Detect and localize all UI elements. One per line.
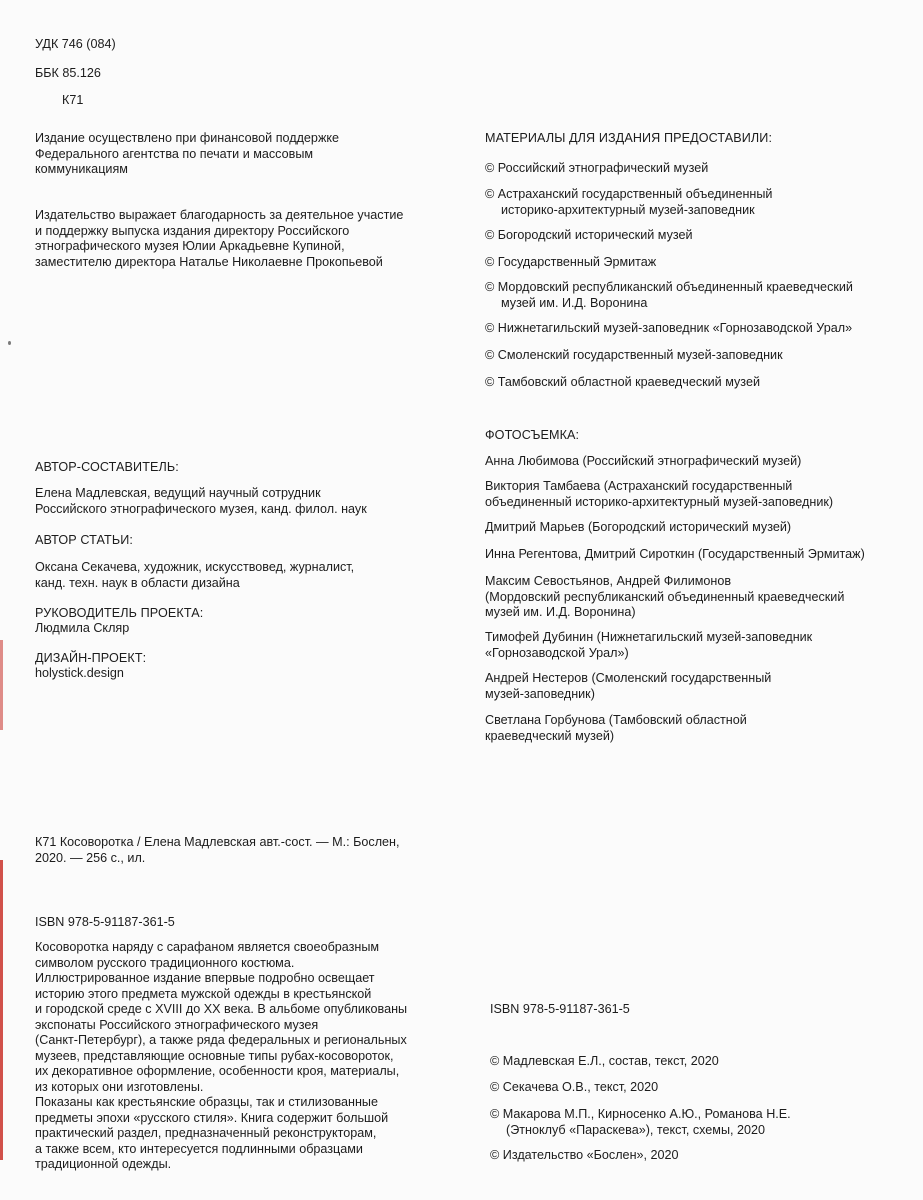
annotation-line: историю этого предмета мужской одежды в крестьянской	[35, 986, 372, 1001]
copyright-item	[490, 1148, 679, 1164]
isbn-catalog: ISBN 978-5-91187-361-5	[35, 915, 175, 929]
photography-heading: ФОТОСЪЕМКА:	[485, 428, 580, 442]
compiler-text	[35, 486, 367, 517]
materials-item	[485, 228, 693, 244]
annotation-line: Показаны как крестьянские образцы, так и стилизованные	[35, 1095, 378, 1109]
materials-item	[485, 255, 656, 271]
photographer-item	[485, 454, 801, 470]
copyright-item	[490, 1080, 658, 1096]
photographer-line: Максим Севостьянов, Андрей Филимонов	[485, 574, 732, 588]
photographer-item	[485, 574, 844, 621]
photographer-line: Анна Любимова (Российский этнографический музей)	[485, 454, 802, 468]
copyright-line: (Этноклуб «Параскева»), текст, схемы, 2020	[506, 1122, 766, 1137]
annotation-line: Косоворотка наряду с сарафаном является своеобразным	[35, 940, 380, 954]
annotation-line: экспонаты Российского этнографического музея	[35, 1017, 319, 1032]
materials-item	[485, 375, 760, 391]
support-note-line: Издание осуществлено при финансовой поддержке	[35, 131, 340, 145]
photographer-line: Дмитрий Марьев (Богородский исторический музей)	[485, 520, 792, 534]
materials-item-line: © Астраханский государственный объединенный	[485, 187, 773, 201]
photographer-line: Тимофей Дубинин (Нижнетагильский музей-заповедник	[485, 630, 813, 644]
photographer-line: объединенный историко-архитектурный музей-заповедник)	[485, 494, 834, 509]
paper-speck	[8, 341, 11, 345]
photographer-item	[485, 671, 771, 702]
photographer-item	[485, 479, 833, 510]
materials-item-line: © Государственный Эрмитаж	[485, 255, 657, 269]
photographer-line: краеведческий музей)	[485, 728, 615, 743]
book-annotation	[35, 940, 407, 1173]
photographer-line: (Мордовский республиканский объединенный краеведческий	[485, 589, 845, 604]
project-manager-heading: РУКОВОДИТЕЛЬ ПРОЕКТА:	[35, 606, 204, 620]
annotation-line: предметы эпохи «русского стиля». Книга содержит большой	[35, 1110, 389, 1125]
materials-item-line: музей им. И.Д. Воронина	[501, 295, 648, 310]
gratitude-note-line: и поддержку выпуска издания директору Российского	[35, 223, 350, 238]
article-author-text	[35, 560, 354, 591]
page-edge-mark	[0, 640, 3, 730]
photographer-line: музей-заповедник)	[485, 686, 595, 701]
bibliographic-record-line: К71 Косоворотка / Елена Мадлевская авт.-сост. — М.: Бослен,	[35, 835, 400, 849]
copyright-line: © Макарова М.П., Кирносенко А.Ю., Романова Н.Е.	[490, 1107, 791, 1121]
isbn-copyright: ISBN 978-5-91187-361-5	[490, 1002, 630, 1016]
design-credit: holystick.design	[35, 666, 124, 680]
materials-item-line: © Смоленский государственный музей-заповедник	[485, 348, 783, 362]
materials-item-line: © Нижнетагильский музей-заповедник «Горнозаводской Урал»	[485, 321, 853, 335]
author-mark: К71	[62, 93, 84, 107]
materials-item-line: © Мордовский республиканский объединенный краеведческий	[485, 280, 853, 294]
photographer-item	[485, 713, 747, 744]
materials-item	[485, 348, 783, 364]
photographer-line: музей им. И.Д. Воронина)	[485, 605, 636, 619]
materials-item	[485, 321, 852, 337]
annotation-line: из которых они изготовлены.	[35, 1079, 204, 1094]
annotation-line: традиционной одежды.	[35, 1157, 172, 1171]
materials-item-line: © Российский этнографический музей	[485, 161, 709, 175]
materials-item	[485, 187, 772, 218]
bibliographic-record-line: 2020. — 256 с., ил.	[35, 850, 146, 865]
page-edge-mark	[0, 860, 3, 1160]
annotation-line: практический раздел, предназначенный реконструкторам,	[35, 1126, 377, 1140]
photographer-item	[485, 520, 791, 536]
materials-item-line: © Богородский исторический музей	[485, 228, 693, 242]
photographer-line: Светлана Горбунова (Тамбовский областной	[485, 713, 747, 727]
copyright-line: © Секачева О.В., текст, 2020	[490, 1080, 659, 1094]
udk-code: УДК 746 (084)	[35, 37, 116, 51]
copyright-line: © Издательство «Бослен», 2020	[490, 1148, 679, 1162]
photographer-item	[485, 630, 812, 661]
photographer-item	[485, 547, 865, 563]
photographer-line: Андрей Нестеров (Смоленский государственный	[485, 671, 772, 685]
compiler-heading: АВТОР-СОСТАВИТЕЛЬ:	[35, 460, 179, 474]
compiler-text-line: Елена Мадлевская, ведущий научный сотрудник	[35, 486, 321, 500]
materials-item	[485, 280, 853, 311]
materials-item	[485, 161, 708, 177]
annotation-line: и городской среде с XVIII до XX века. В альбоме опубликованы	[35, 1002, 408, 1016]
bibliographic-record	[35, 835, 400, 866]
gratitude-note-line: этнографического музея Юлии Аркадьевне Купиной,	[35, 239, 345, 253]
gratitude-note	[35, 208, 403, 270]
article-author-text-line: Оксана Секачева, художник, искусствовед, журналист,	[35, 560, 355, 574]
photographer-line: «Горнозаводской Урал»)	[485, 645, 629, 660]
annotation-line: Иллюстрированное издание впервые подробно освещает	[35, 971, 375, 985]
photographer-line: Инна Регентова, Дмитрий Сироткин (Государственный Эрмитаж)	[485, 547, 865, 561]
gratitude-note-line: Издательство выражает благодарность за деятельное участие	[35, 208, 404, 222]
bbk-code: ББК 85.126	[35, 66, 101, 80]
copyright-line: © Мадлевская Е.Л., состав, текст, 2020	[490, 1054, 719, 1068]
copyright-item	[490, 1107, 791, 1138]
article-author-heading: АВТОР СТАТЬИ:	[35, 533, 133, 547]
support-note-line: Федерального агентства по печати и массовым	[35, 146, 314, 161]
support-note-line: коммуникациям	[35, 162, 128, 176]
design-heading: ДИЗАЙН-ПРОЕКТ:	[35, 651, 147, 665]
annotation-line: музеев, представляющие основные типы рубах-косовороток,	[35, 1048, 394, 1063]
annotation-line: а также всем, кто интересуется подлинными образцами	[35, 1141, 363, 1156]
materials-item-line: историко-архитектурный музей-заповедник	[501, 202, 755, 217]
photographer-line: Виктория Тамбаева (Астраханский государственный	[485, 479, 793, 493]
materials-heading: МАТЕРИАЛЫ ДЛЯ ИЗДАНИЯ ПРЕДОСТАВИЛИ:	[485, 131, 773, 145]
annotation-line: символом русского традиционного костюма.	[35, 955, 295, 970]
materials-item-line: © Тамбовский областной краеведческий музей	[485, 375, 760, 389]
support-note	[35, 131, 339, 178]
article-author-text-line: канд. техн. наук в области дизайна	[35, 575, 240, 590]
copyright-item	[490, 1054, 719, 1070]
project-manager-name: Людмила Скляр	[35, 621, 130, 635]
annotation-line: (Санкт-Петербург), а также ряда федеральных и региональных	[35, 1033, 407, 1047]
annotation-line: их декоративное оформление, особенности кроя, материалы,	[35, 1064, 400, 1078]
compiler-text-line: Российского этнографического музея, канд. филол. наук	[35, 501, 367, 516]
gratitude-note-line: заместителю директора Наталье Николаевне Прокопьевой	[35, 254, 383, 269]
